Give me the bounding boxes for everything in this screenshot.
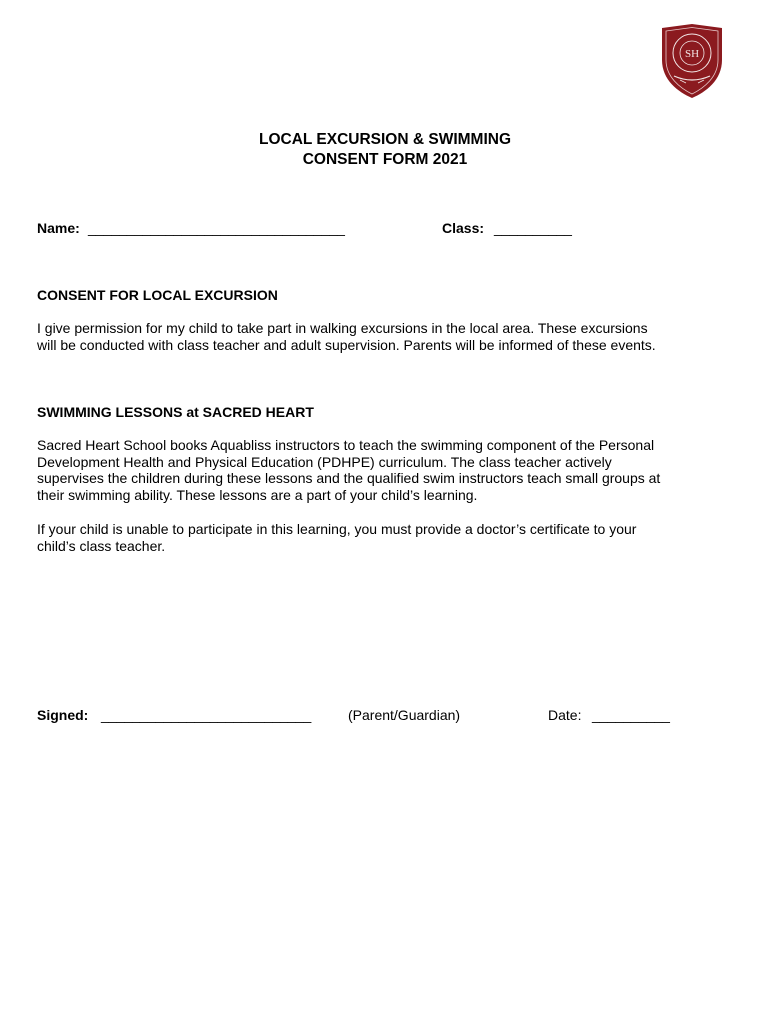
swimming-paragraph-1	[37, 437, 737, 504]
swimming-line: supervises the children during these lessons and the qualified swim instructors teach small groups at	[37, 470, 661, 487]
name-label: Name:	[37, 220, 80, 236]
excursion-paragraph	[37, 320, 737, 353]
excursion-heading: CONSENT FOR LOCAL EXCURSION	[37, 287, 278, 303]
swimming-heading: SWIMMING LESSONS at SACRED HEART	[37, 404, 314, 420]
class-field[interactable]: __________	[494, 220, 572, 236]
swimming-line: If your child is unable to participate in this learning, you must provide a doctor’s certificate to your	[37, 521, 637, 537]
form-title-line2: CONSENT FORM 2021	[302, 151, 468, 168]
school-crest-logo	[656, 22, 728, 100]
signed-label: Signed:	[37, 707, 89, 723]
date-label: Date:	[548, 707, 582, 723]
form-title-line1: LOCAL EXCURSION & SWIMMING	[258, 131, 512, 148]
date-field[interactable]: __________	[592, 707, 670, 723]
class-label: Class:	[442, 220, 485, 236]
signature-field[interactable]: ___________________________	[101, 707, 312, 723]
swimming-line: child’s class teacher.	[37, 537, 166, 554]
crest-initials: SH	[684, 48, 700, 60]
swimming-paragraph-2	[37, 521, 737, 554]
parent-guardian-label: (Parent/Guardian)	[348, 707, 461, 723]
swimming-line: their swimming ability. These lessons are a part of your child’s learning.	[37, 487, 478, 504]
excursion-line: will be conducted with class teacher and adult supervision. Parents will be informed of these events.	[37, 336, 656, 353]
name-field[interactable]: _________________________________	[88, 220, 345, 236]
swimming-line: Sacred Heart School books Aquabliss instructors to teach the swimming component of the Personal	[37, 437, 655, 453]
swimming-line: Development Health and Physical Education (PDHPE) curriculum. The class teacher actively	[37, 453, 612, 470]
excursion-line: I give permission for my child to take part in walking excursions in the local area. These excursions	[37, 320, 648, 336]
